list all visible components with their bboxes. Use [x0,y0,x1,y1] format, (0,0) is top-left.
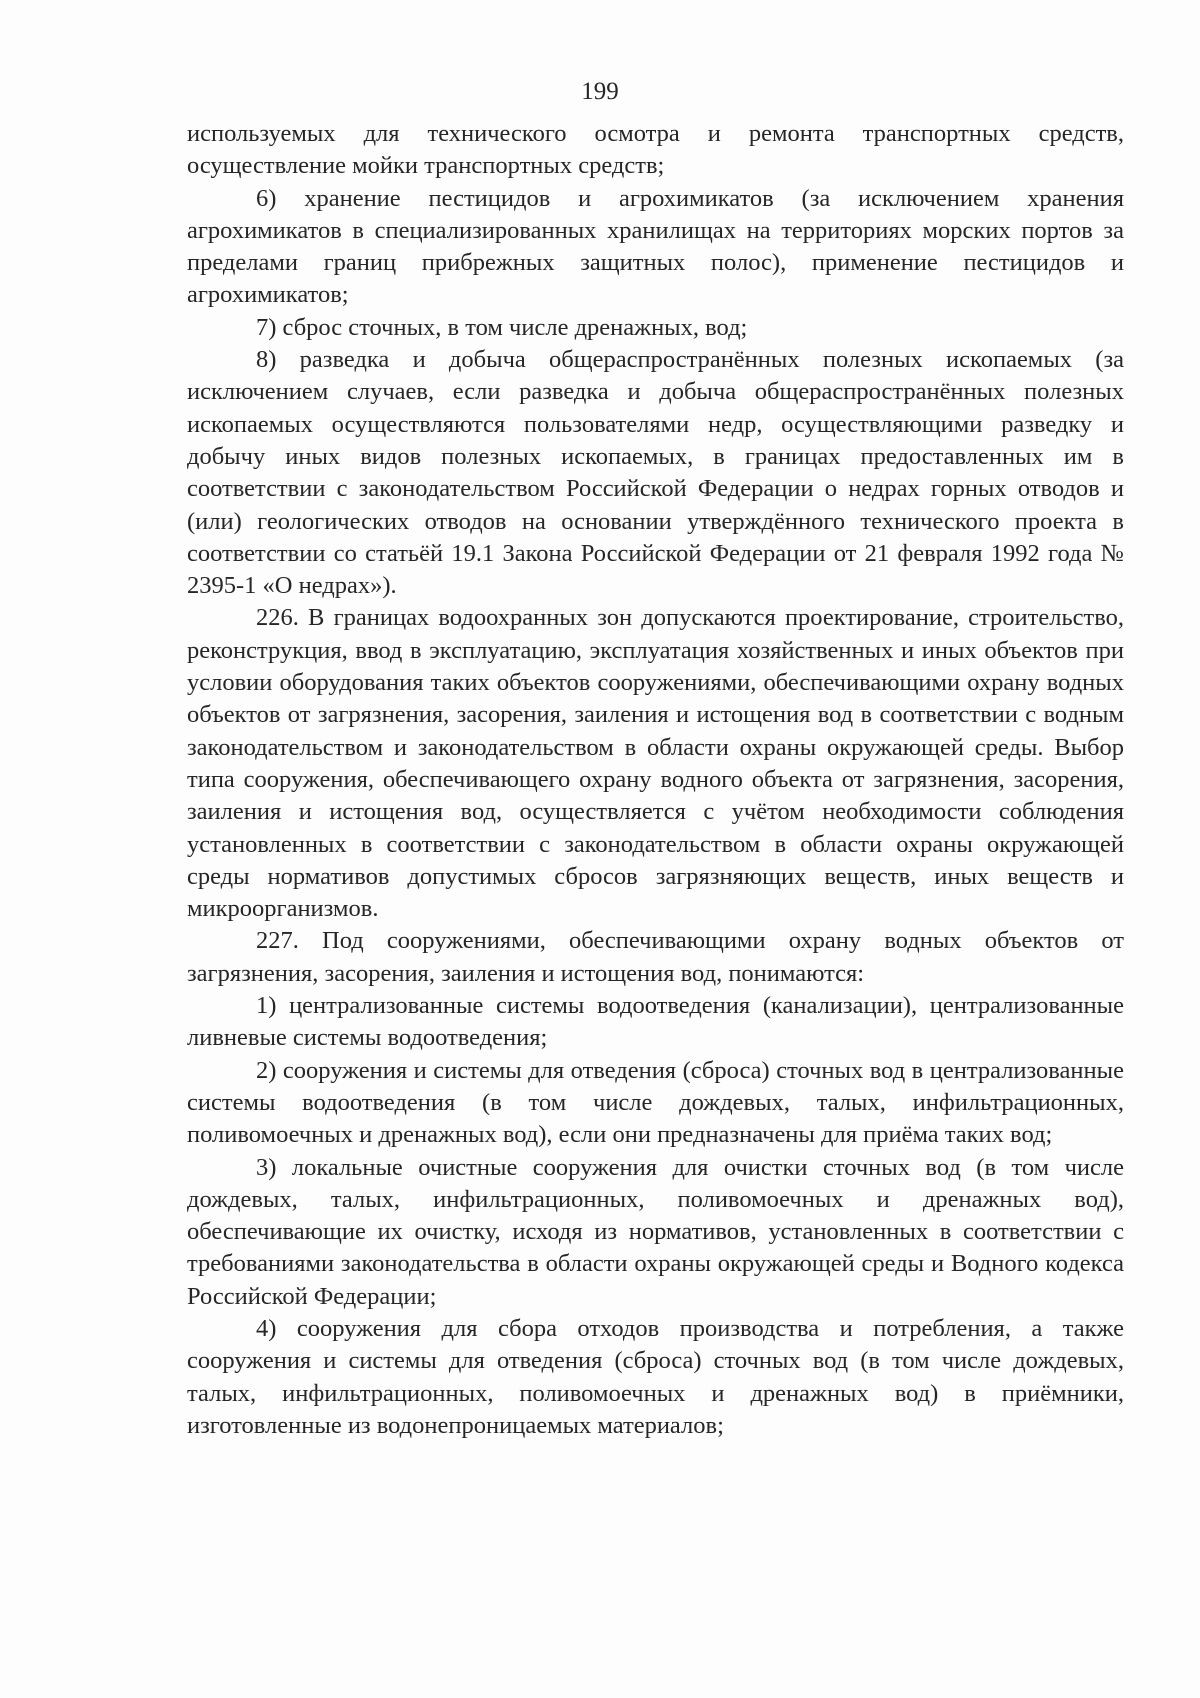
list-item-2: 2) сооружения и системы для отведения (сброса) сточных вод в централизованные системы водоотведения (в том числе дождевых, талых, инфильтрационных, поливомоечных и дренажных вод), если они предназначены для приёма таких вод; [187,1056,1124,1149]
paragraph-226: 226. В границах водоохранных зон допускаются проектирование, строительство, реконструкция, ввод в эксплуатацию, эксплуатация хозяйственных и иных объектов при условии оборудования таких объектов сооружениями, обеспечивающими охрану водных объектов от загрязнения, засорения, заиления и истощения вод в соответствии с водным законодательством и законодательством в области охраны окружающей среды. Выбор типа сооружения, обеспечивающего охрану водного объекта от загрязнения, засорения, заиления и истощения вод, осуществляется с учётом необходимости соблюдения установленных в соответствии с законодательством в области охраны окружающей среды нормативов допустимых сбросов загрязняющих веществ, иных веществ и микроорганизмов. [187,604,1124,923]
list-item-4: 4) сооружения для сбора отходов производства и потребления, а также сооружения и системы для отведения (сброса) сточных вод (в том числе дождевых, талых, инфильтрационных, поливомоечных и дренажных вод) в приёмники, изготовленные из водонепроницаемых материалов; [187,1314,1124,1439]
list-item-3: 3) локальные очистные сооружения для очистки сточных вод (в том числе дождевых, талых, инфильтрационных, поливомоечных и дренажных вод), обеспечивающие их очистку, исходя из нормативов, установленных в соответствии с требованиями законодательства в области охраны окружающей среды и Водного кодекса Российской Федерации; [187,1153,1124,1310]
list-item-6: 6) хранение пестицидов и агрохимикатов (за исключением хранения агрохимикатов в специализированных хранилищах на территориях морских портов за пределами границ прибрежных защитных полос), применение пестицидов и агрохимикатов; [187,184,1124,309]
list-item-1: 1) централизованные системы водоотведения (канализации), централизованные ливневые системы водоотведения; [187,992,1124,1052]
page-number: 199 [581,78,619,105]
paragraph-continuation: используемых для технического осмотра и ремонта транспортных средств, осуществление мойки транспортных средств; [187,120,1124,180]
paragraph-227: 227. Под сооружениями, обеспечивающими охрану водных объектов от загрязнения, засорения, заиления и истощения вод, понимаются: [187,927,1124,987]
body-text [187,118,1124,1442]
list-item-7: 7) сброс сточных, в том числе дренажных, вод; [256,313,748,341]
list-item-8: 8) разведка и добыча общераспространённых полезных ископаемых (за исключением случаев, если разведка и добыча общераспространённых полезных ископаемых осуществляются пользователями недр, осуществляющими разведку и добычу иных видов полезных ископаемых, в границах предоставленных им в соответствии с законодательством Российской Федерации о недрах горных отводов и (или) геологических отводов на основании утверждённого технического проекта в соответствии со статьёй 19.1 Закона Российской Федерации от 21 февраля 1992 года № 2395-1 «О недрах»). [187,346,1124,600]
